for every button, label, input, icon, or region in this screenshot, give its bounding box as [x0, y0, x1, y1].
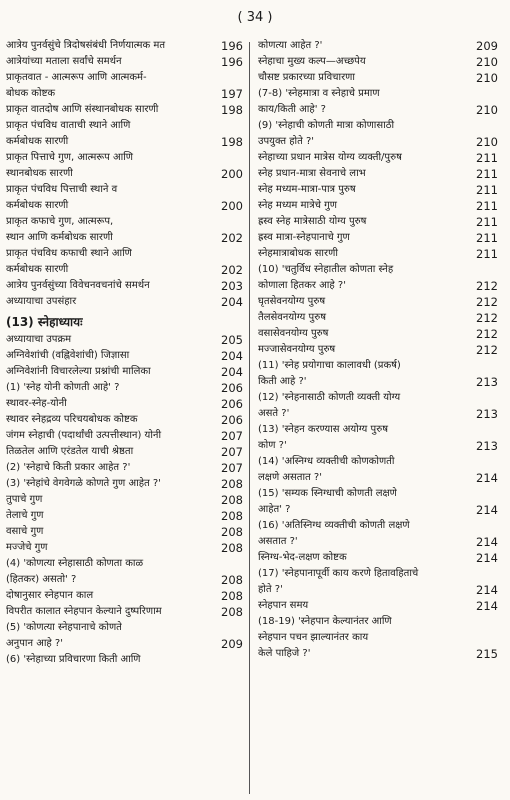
toc-entry-page: 211: [476, 215, 498, 229]
toc-entry-page: 200: [221, 199, 243, 213]
toc-entry-page: 210: [476, 135, 498, 149]
toc-entry-page: 212: [476, 327, 498, 341]
toc-entry-title: प्राकृत पंचविध वाताची स्थाने आणि कर्मबोधक सारणी: [6, 120, 131, 147]
toc-entry-title: आत्रेयांच्या मताला सर्वांचे समर्थन: [6, 56, 122, 67]
toc-entry-page: 200: [221, 167, 243, 181]
toc-entry-page: 211: [476, 199, 498, 213]
toc-entry: [6, 412, 243, 428]
toc-entry: [258, 598, 498, 614]
toc-entry-title: (5) 'कोणत्या स्नेहपानाचे कोणते अनुपान आहे ?': [6, 622, 122, 649]
toc-entry-title: (17) 'स्नेहपानापूर्वी काय करणे हितावहिताचे होते ?': [258, 568, 419, 595]
toc-entry-page: 214: [476, 503, 498, 517]
toc-entry: [6, 604, 243, 620]
toc-entry-title: तुपाचे गुण: [6, 494, 43, 505]
toc-entry-page: 211: [476, 167, 498, 181]
toc-entry-title: विपरीत कालात स्नेहपान केल्याने दुष्परिणाम: [6, 606, 162, 617]
toc-entry-page: 211: [476, 183, 498, 197]
toc-entry-title: प्राकृत पंचविध कफाची स्थाने आणि कर्मबोधक सारणी: [6, 248, 132, 275]
toc-entry-page: 212: [476, 343, 498, 357]
toc-entry: [6, 508, 243, 524]
toc-entry-title: (4) 'कोणत्या स्नेहासाठी कोणता काळ (हितकर) असतो' ?: [6, 558, 144, 585]
toc-entry-page: 214: [476, 551, 498, 565]
toc-entry-title: आत्रेय पुनर्वसुंच्या विवेचनवचनांचे समर्थन: [6, 280, 150, 291]
toc-entry-title: (1) 'स्नेह योनी कोणती आहे' ?: [6, 382, 120, 393]
toc-entry-title: मज्जेचे गुण: [6, 542, 48, 553]
toc-entry: [6, 492, 243, 508]
toc-entry-page: 202: [221, 263, 243, 277]
toc-entry-page: 207: [221, 429, 243, 443]
toc-entry-title: मज्जासेवनयोग्य पुरुष: [258, 344, 336, 355]
toc-entry: [258, 182, 498, 198]
toc-entry-page: 215: [476, 647, 498, 661]
toc-entry-title: प्राकृत कफाचे गुण, आत्मरूप, स्थान आणि कर्मबोधक सारणी: [6, 216, 114, 243]
toc-entry-title: (11) 'स्नेह प्रयोगाचा कालावधी (प्रकर्ष) किती आहे ?': [258, 360, 401, 387]
toc-right-column: [258, 38, 498, 662]
toc-entry-title: स्नेहपान समय: [258, 600, 309, 611]
toc-entry-title: (16) 'अतिस्निग्ध व्यक्तीची कोणती लक्षणे असतात ?': [258, 520, 410, 547]
toc-entry-title: (2) 'स्नेहाचे किती प्रकार आहेत ?': [6, 462, 131, 473]
toc-entry-title: स्नेहाचा मुख्य कल्प—अच्छपेय: [258, 56, 366, 67]
toc-entry: [6, 150, 243, 182]
toc-entry: [258, 550, 498, 566]
toc-entry-page: 212: [476, 279, 498, 293]
toc-entry: [6, 364, 243, 380]
toc-left-column: [6, 38, 243, 668]
toc-entry-title: तेलाचे गुण: [6, 510, 44, 521]
toc-entry: [258, 54, 498, 70]
toc-entry-page: 208: [221, 493, 243, 507]
toc-entry: [258, 486, 498, 518]
toc-entry-title: (12) 'स्नेहनासाठी कोणती व्यक्ती योग्य असते ?': [258, 392, 401, 419]
toc-entry: [6, 38, 243, 54]
toc-entry-title: अग्निवेशांची (वह्निवेशांची) जिज्ञासा: [6, 350, 130, 361]
toc-entry-title: (13) 'स्नेहन करण्यास अयोग्य पुरुष कोण ?': [258, 424, 388, 451]
toc-entry: [6, 102, 243, 118]
toc-entry: [6, 476, 243, 492]
section-heading: (13) स्नेहाध्यायः: [6, 315, 83, 329]
toc-entry-title: घृतसेवनयोग्य पुरुष: [258, 296, 326, 307]
toc-entry-title: तिळतेल आणि एरंडतेल याची श्रेष्ठता: [6, 446, 134, 457]
toc-entry-title: जंगम स्नेहाची (पदार्थांची उत्पत्तीस्थान) योनी: [6, 430, 162, 441]
toc-entry: [258, 118, 498, 150]
toc-entry: [258, 566, 498, 598]
toc-entry-page: 214: [476, 599, 498, 613]
toc-entry: [6, 556, 243, 588]
toc-entry-page: 206: [221, 397, 243, 411]
toc-entry-title: दोषानुसार स्नेहपान काल: [6, 590, 94, 601]
toc-entry-title: प्राकृत पित्ताचे गुण, आत्मरूप आणि स्थानबोधक सारणी: [6, 152, 134, 179]
toc-entry: [6, 54, 243, 70]
toc-entry: [6, 444, 243, 460]
toc-entry: [258, 294, 498, 310]
toc-entry: [258, 422, 498, 454]
toc-entry-page: 214: [476, 583, 498, 597]
toc-entry: [6, 214, 243, 246]
toc-entry: [258, 150, 498, 166]
toc-entry: [6, 294, 243, 310]
toc-entry-title: प्राकृत वातदोष आणि संस्थानबोधक सारणी: [6, 104, 159, 115]
toc-entry: [6, 652, 243, 668]
toc-entry-title: स्नेह मध्यम-मात्रा-पात्र पुरुष: [258, 184, 356, 195]
toc-entry: [258, 38, 498, 54]
toc-entry-page: 208: [221, 589, 243, 603]
toc-entry: [6, 182, 243, 214]
toc-entry: [6, 428, 243, 444]
toc-entry-title: (15) 'सम्यक स्निग्धाची कोणती लक्षणे आहेत' ?: [258, 488, 397, 515]
toc-entry-page: 203: [221, 279, 243, 293]
toc-entry-page: 212: [476, 311, 498, 325]
toc-entry: [6, 620, 243, 652]
toc-entry-title: (10) 'चतुर्विध स्नेहातील कोणता स्नेह कोणाला हितकर आहे ?': [258, 264, 394, 291]
toc-entry: [258, 454, 498, 486]
toc-entry: [6, 348, 243, 364]
toc-entry: [258, 342, 498, 358]
toc-entry-page: 204: [221, 365, 243, 379]
toc-entry-page: 206: [221, 413, 243, 427]
toc-entry-page: 211: [476, 151, 498, 165]
page-number: ( 34 ): [237, 10, 273, 25]
toc-entry-page: 208: [221, 573, 243, 587]
toc-entry-title: ह्रस्व स्नेह मात्रेसाठी योग्य पुरुष: [258, 216, 367, 227]
toc-entry: [6, 396, 243, 412]
toc-entry-page: 197: [221, 87, 243, 101]
toc-entry: [6, 70, 243, 102]
column-divider: [249, 42, 250, 794]
toc-entry: [258, 214, 498, 230]
toc-entry-title: (18-19) 'स्नेहपान केल्यानंतर आणि स्नेहपान पचन झाल्यानंतर काय केले पाहिजे ?': [258, 616, 392, 659]
toc-entry: [6, 246, 243, 278]
toc-entry: [258, 230, 498, 246]
toc-entry: [6, 118, 243, 150]
toc-entry-page: 213: [476, 407, 498, 421]
toc-entry-page: 211: [476, 231, 498, 245]
toc-entry-title: (7-8) 'स्नेहमात्रा व स्नेहाचे प्रमाण काय/किती आहे' ?: [258, 88, 380, 115]
toc-entry-page: 208: [221, 541, 243, 555]
toc-entry-title: आत्रेय पुनर्वसुंचे त्रिदोषसंबंधी निर्णयात्मक मत: [6, 40, 166, 51]
toc-entry-title: (9) 'स्नेहाची कोणती मात्रा कोणासाठी उपयुक्त होते ?': [258, 120, 395, 147]
toc-entry: [6, 278, 243, 294]
toc-entry-page: 207: [221, 445, 243, 459]
toc-entry-page: 209: [221, 637, 243, 651]
toc-entry-page: 210: [476, 103, 498, 117]
toc-entry-title: (3) 'स्नेहांचे वेगवेगळे कोणते गुण आहेत ?': [6, 478, 161, 489]
toc-entry-page: 214: [476, 471, 498, 485]
toc-entry: [6, 460, 243, 476]
toc-entry: [258, 262, 498, 294]
toc-entry: [258, 358, 498, 390]
toc-entry: [258, 198, 498, 214]
toc-entry: [6, 524, 243, 540]
toc-entry-page: 205: [221, 333, 243, 347]
toc-entry: [258, 614, 498, 662]
toc-entry-page: 208: [221, 605, 243, 619]
toc-entry-title: चौसष्ट प्रकारच्या प्रविचारणा: [258, 72, 355, 83]
toc-entry-page: 213: [476, 439, 498, 453]
toc-entry-title: स्निग्ध-भेद-लक्षण कोष्टक: [258, 552, 347, 563]
toc-entry: [258, 70, 498, 86]
toc-entry-title: स्नेह मध्यम मात्रेचे गुण: [258, 200, 338, 211]
toc-entry-page: 211: [476, 247, 498, 261]
toc-entry: [258, 86, 498, 118]
toc-entry-page: 212: [476, 295, 498, 309]
toc-entry: [6, 332, 243, 348]
toc-entry-title: स्नेहाच्या प्रधान मात्रेस योग्य व्यक्ती/पुरुष: [258, 152, 402, 163]
toc-entry-title: अध्यायाचा उपक्रम: [6, 334, 72, 345]
toc-entry-title: अग्निवेशांनी विचारलेल्या प्रश्नांची मालिका: [6, 366, 151, 377]
toc-entry: [6, 588, 243, 604]
toc-entry: [258, 390, 498, 422]
toc-entry-page: 206: [221, 381, 243, 395]
toc-entry: [258, 326, 498, 342]
toc-entry-page: 207: [221, 461, 243, 475]
toc-entry-title: अध्यायाचा उपसंहार: [6, 296, 77, 307]
toc-entry-title: (14) 'अस्निग्ध व्यक्तीची कोणकोणती लक्षणे असतात ?': [258, 456, 395, 483]
toc-entry-page: 208: [221, 477, 243, 491]
toc-entry-title: प्राकृतवात - आत्मरूप आणि आत्मकर्म- बोधक कोष्टक: [6, 72, 147, 99]
toc-entry-title: वसासेवनयोग्य पुरुष: [258, 328, 329, 339]
toc-entry-title: स्थावर-स्नेह-योनी: [6, 398, 67, 409]
toc-entry: [258, 246, 498, 262]
toc-entry-page: 202: [221, 231, 243, 245]
toc-entry-title: प्राकृत पंचविध पित्ताची स्थाने व कर्मबोधक सारणी: [6, 184, 118, 211]
toc-entry-page: 204: [221, 295, 243, 309]
toc-entry-page: 214: [476, 535, 498, 549]
toc-entry-title: स्नेहमात्राबोधक सारणी: [258, 248, 338, 259]
toc-entry: [258, 310, 498, 326]
toc-entry-title: स्नेह प्रधान-मात्रा सेवनाचे लाभ: [258, 168, 366, 179]
toc-entry-title: ह्रस्व मात्रा-स्नेहपानाचे गुण: [258, 232, 350, 243]
toc-entry: [6, 380, 243, 396]
toc-entry-page: 208: [221, 525, 243, 539]
toc-entry-title: स्थावर स्नेहद्रव्य परिचयबोधक कोष्टक: [6, 414, 138, 425]
toc-entry-page: 208: [221, 509, 243, 523]
toc-entry-page: 209: [476, 39, 498, 53]
toc-entry-page: 196: [221, 39, 243, 53]
toc-entry-page: 210: [476, 71, 498, 85]
toc-entry-page: 213: [476, 375, 498, 389]
toc-entry-page: 196: [221, 55, 243, 69]
toc-entry-title: वसाचे गुण: [6, 526, 44, 537]
toc-entry-title: कोणत्या आहेत ?': [258, 40, 323, 51]
toc-entry-page: 198: [221, 103, 243, 117]
toc-entry: [6, 540, 243, 556]
toc-entry: [258, 166, 498, 182]
toc-entry-page: 198: [221, 135, 243, 149]
toc-entry-title: तैलसेवनयोग्य पुरुष: [258, 312, 326, 323]
toc-entry-page: 204: [221, 349, 243, 363]
toc-entry-page: 210: [476, 55, 498, 69]
toc-entry-title: (6) 'स्नेहाच्या प्रविचारणा किती आणि: [6, 654, 141, 665]
toc-entry: [258, 518, 498, 550]
